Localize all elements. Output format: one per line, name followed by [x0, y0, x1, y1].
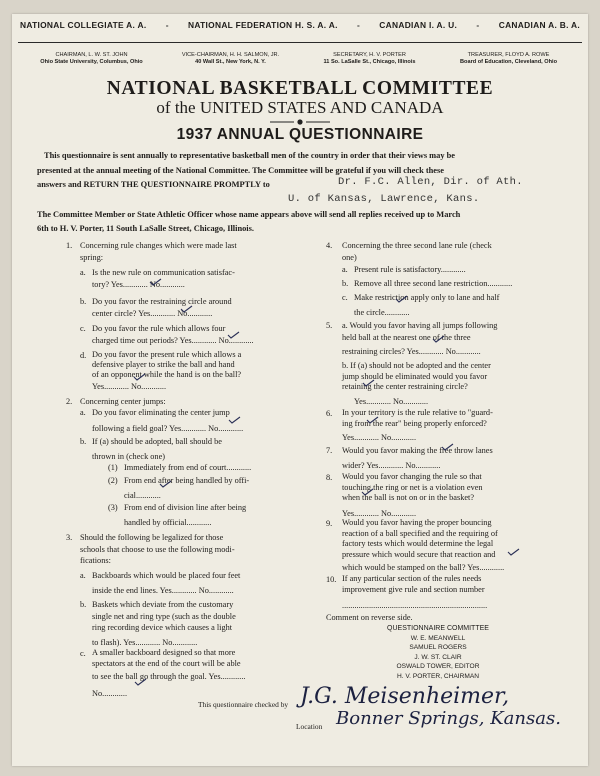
- location-label: Location: [296, 722, 323, 731]
- question-text: Is the new rule on communication satisfac-: [92, 268, 235, 277]
- question-text: ......................................................................: [342, 601, 488, 610]
- question-number: a.: [80, 268, 86, 277]
- intro-line: answers and RETURN THE QUESTIONNAIRE PROMPTLY to: [37, 180, 270, 189]
- org-4: CANADIAN A. B. A.: [498, 20, 580, 30]
- question-text: inside the end lines. Yes............ No............: [92, 585, 234, 595]
- question-text: If any particular section of the rules needs: [342, 574, 482, 583]
- question-text: Make restriction apply only to lane and half: [354, 293, 500, 302]
- question-number: 7.: [326, 446, 333, 455]
- officer-place: Board of Education, Cleveland, Ohio: [460, 59, 557, 65]
- question-text: which would be stamped on the ball? Yes............: [342, 563, 505, 572]
- org-2: NATIONAL FEDERATION H. S. A. A.: [188, 20, 338, 30]
- question-text: Should the following be legalized for those: [80, 533, 224, 542]
- question-text: Would you favor having the proper bouncing: [342, 518, 492, 527]
- org-1: NATIONAL COLLEGIATE A. A.: [20, 20, 147, 30]
- committee-member: OSWALD TOWER, EDITOR: [396, 663, 480, 671]
- question-number: a.: [80, 571, 86, 580]
- question-number: d.: [80, 351, 87, 360]
- officer-vice-chairman: [161, 52, 300, 66]
- intro-line: presented at the annual meeting of the National Committee. The Committee will be grateful if you will check these: [37, 166, 444, 175]
- question-text: tory? Yes............ No............: [92, 279, 185, 289]
- committee-block: [368, 624, 508, 682]
- question-text: Baskets which deviate from the customary: [92, 600, 234, 609]
- officer-role: VICE-CHAIRMAN, H. H. SALMON, JR.: [181, 52, 280, 58]
- question-text: b. If (a) should not be adopted and the center: [342, 361, 491, 370]
- question-number: 6.: [326, 409, 333, 418]
- addressee-line: Dr. F.C. Allen, Dir. of Ath.: [338, 176, 523, 188]
- intro-line: This questionnaire is sent annually to representative basketball men of the country in order that their views may be: [44, 151, 456, 160]
- question-text: Concerning the three second lane rule (check: [342, 241, 492, 250]
- question-text: No............: [92, 688, 128, 698]
- question-number: a.: [342, 265, 348, 274]
- header-rule: [18, 42, 582, 43]
- question-text: factory tests which would determine the legal: [342, 539, 494, 548]
- title-main: NATIONAL BASKETBALL COMMITTEE: [106, 78, 494, 99]
- committee-member: SAMUEL ROGERS: [409, 644, 467, 652]
- org-bar: [20, 20, 580, 30]
- question-text: following a field goal? Yes............ No............: [92, 423, 244, 433]
- org-3: CANADIAN I. A. U.: [379, 20, 458, 30]
- question-text: charged time out periods? Yes............ No............: [92, 335, 254, 345]
- question-text: improvement give rule and section number: [342, 584, 485, 594]
- question-text: Yes............ No............: [342, 433, 417, 442]
- question-text: From end after being handled by offi-: [124, 476, 250, 485]
- question-text: thrown in (check one): [92, 451, 166, 461]
- question-text: Do you favor the rule which allows four: [92, 324, 226, 333]
- question-text: ring recording device which causes a light: [92, 623, 233, 633]
- question-text: to see the ball go through the goal. Yes............: [92, 672, 246, 681]
- question-text: Yes............ No............: [342, 508, 417, 518]
- title-questionnaire: 1937 ANNUAL QUESTIONNAIRE: [176, 126, 424, 143]
- question-text: From end of division line after being: [124, 503, 247, 512]
- question-text: A smaller backboard designed so that more: [92, 648, 236, 657]
- question-text: Would you favor making the free throw lanes: [342, 446, 493, 455]
- question-text: cial............: [124, 490, 161, 500]
- question-text: If (a) should be adopted, ball should be: [92, 437, 222, 446]
- question-text: one): [342, 252, 357, 262]
- committee-heading: QUESTIONNAIRE COMMITTEE: [387, 625, 489, 632]
- question-text: Do you favor eliminating the center jump: [92, 408, 230, 417]
- question-number: b.: [80, 600, 87, 609]
- question-text: the circle............: [354, 307, 410, 317]
- question-text: reaction of a ball specified and the requiring of: [342, 528, 498, 538]
- intro-line: The Committee Member or State Athletic Officer whose name appears above will send all replies received up to March: [37, 210, 461, 219]
- question-number: (3): [108, 503, 118, 512]
- officers-row: [22, 52, 578, 66]
- checked-by-label: This questionnaire checked by: [198, 700, 289, 709]
- committee-member: J. W. ST. CLAIR: [414, 653, 462, 661]
- question-text: touching the ring or net is a violation even: [342, 482, 483, 492]
- question-number: c.: [80, 324, 86, 333]
- officer-role: TREASURER, FLOYD A. ROWE: [467, 52, 550, 58]
- committee-member: W. E. MEANWELL: [410, 634, 466, 642]
- question-number: c.: [342, 293, 348, 302]
- question-number: b.: [80, 297, 87, 306]
- question-text: Concerning rule changes which were made last: [80, 241, 237, 250]
- officer-place: 40 Wall St., New York, N. Y.: [195, 59, 266, 65]
- question-text: Immediately from end of court............: [124, 463, 252, 472]
- question-text: restraining circles? Yes............ No............: [342, 347, 481, 357]
- question-number: 10.: [326, 575, 337, 584]
- question-text: schools that choose to use the following modi-: [80, 544, 235, 554]
- officer-place: Ohio State University, Columbus, Ohio: [40, 59, 143, 65]
- question-text: when the ball is not on or in the basket?: [342, 493, 475, 502]
- location-signature: Bonner Springs, Kansas.: [336, 708, 561, 729]
- question-text: Do you favor the present rule which allows a: [92, 350, 242, 359]
- question-text: spring:: [80, 252, 104, 262]
- question-text: center circle? Yes............ No............: [92, 308, 213, 318]
- question-text: wider? Yes............ No............: [342, 460, 441, 470]
- question-number: 9.: [326, 519, 333, 528]
- question-number: 5.: [326, 321, 333, 330]
- question-number: 8.: [326, 473, 333, 482]
- question-text: single net and ring type (such as the double: [92, 611, 236, 621]
- committee-member: H. V. PORTER, CHAIRMAN: [396, 672, 480, 680]
- question-number: (1): [108, 463, 118, 472]
- question-number: c.: [80, 649, 86, 658]
- question-text: to flash). Yes............ No............: [92, 637, 198, 647]
- question-text: Remove all three second lane restriction............: [354, 279, 513, 288]
- question-number: b.: [342, 279, 349, 288]
- question-text: pressure which would secure that reaction and: [342, 549, 496, 559]
- question-text: a. Would you favor having all jumps following: [342, 321, 498, 330]
- question-text: ing from the rear" being properly enforced?: [342, 418, 487, 428]
- question-text: fications:: [80, 556, 111, 566]
- question-text: Would you favor changing the rule so that: [342, 472, 482, 481]
- separator: -: [476, 20, 480, 30]
- question-text: Concerning center jumps:: [80, 397, 166, 406]
- question-text: Yes............ No............: [354, 396, 429, 406]
- intro-line: 6th to H. V. Porter, 11 South LaSalle Street, Chicago, Illinois.: [37, 224, 254, 233]
- question-number: 1.: [66, 241, 73, 250]
- officer-chairman: [22, 52, 161, 66]
- question-text: handled by official............: [124, 517, 212, 527]
- officer-secretary: [300, 52, 439, 66]
- question-text: spectators at the end of the court will be able: [92, 658, 241, 668]
- question-text: defensive player to strike the ball and hand: [92, 360, 235, 369]
- comment-note: Comment on reverse side.: [326, 613, 413, 622]
- question-text: Do you favor the restraining circle around: [92, 297, 232, 306]
- title-sub: of the UNITED STATES AND CANADA: [156, 98, 444, 117]
- question-number: (2): [108, 476, 118, 485]
- question-number: a.: [80, 408, 86, 417]
- question-text: Present rule is satisfactory............: [354, 265, 466, 274]
- question-number: 3.: [66, 533, 73, 542]
- separator: -: [356, 20, 361, 30]
- question-number: 2.: [66, 397, 73, 406]
- officer-role: CHAIRMAN, L. W. ST. JOHN: [55, 52, 128, 58]
- separator: -: [165, 20, 169, 30]
- question-text: Yes............ No............: [92, 382, 167, 391]
- officer-treasurer: [439, 52, 578, 66]
- question-text: jump should be eliminated would you favor: [342, 371, 488, 381]
- officer-place: 11 So. LaSalle St., Chicago, Illinois: [323, 59, 416, 65]
- question-text: Backboards which would be placed four feet: [92, 571, 241, 580]
- question-text: retaining the center restraining circle?: [342, 382, 468, 391]
- question-text: of an opponent while the hand is on the ball?: [92, 370, 242, 379]
- question-text: held ball at the nearest one of the three: [342, 332, 471, 342]
- question-text: In your territory is the rule relative to "guard-: [342, 408, 493, 417]
- ornament-divider: [270, 118, 330, 126]
- question-number: b.: [80, 437, 87, 446]
- addressee-line: U. of Kansas, Lawrence, Kans.: [288, 193, 480, 205]
- signature: J.G. Meisenheimer,: [300, 684, 510, 709]
- officer-role: SECRETARY, H. V. PORTER: [333, 52, 406, 58]
- question-number: 4.: [326, 241, 333, 250]
